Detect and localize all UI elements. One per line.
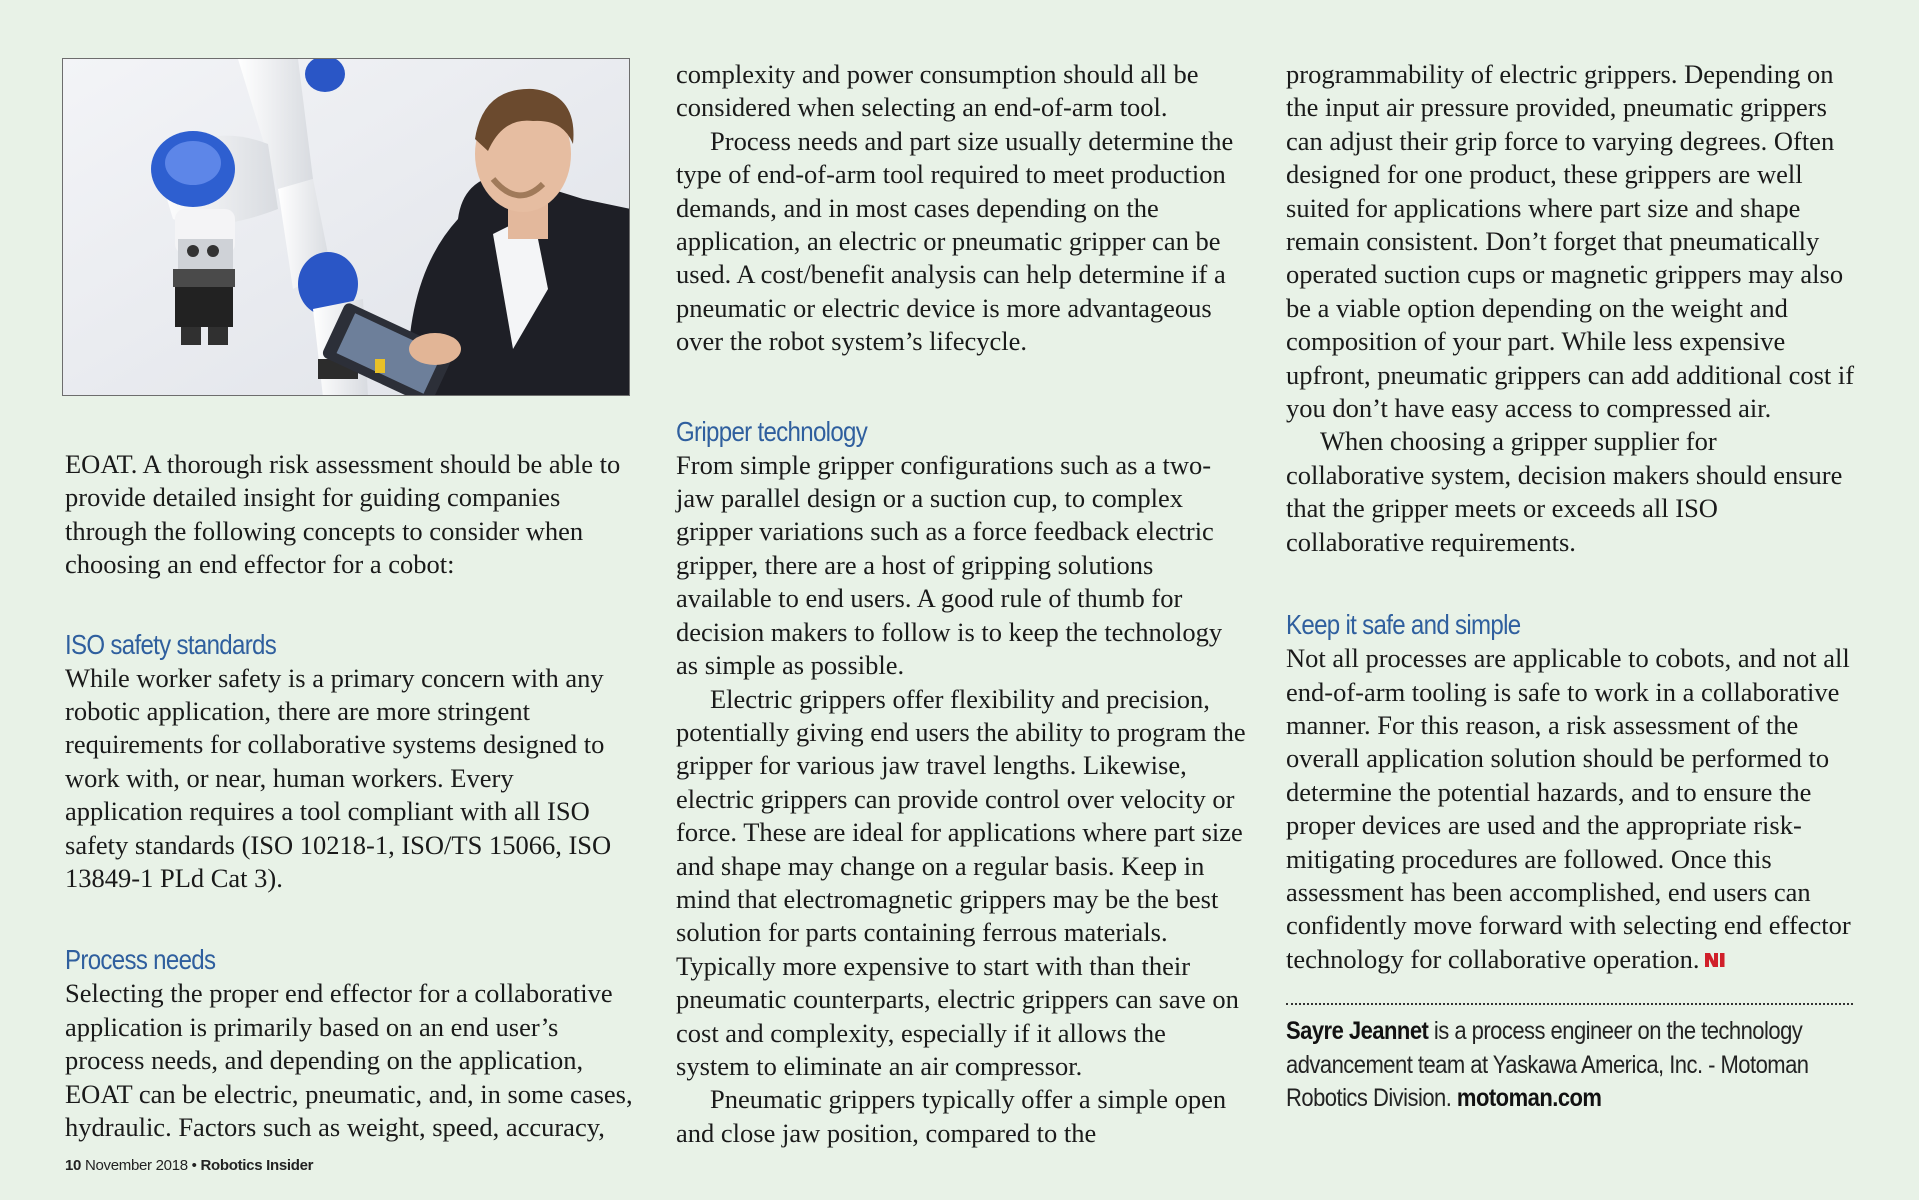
author-bio-text: is a process engineer on the technology advancement team at Yaskawa America, Inc. - Motoman Robotics Division.	[1286, 1017, 1809, 1113]
col3-paragraph-3-text: Not all processes are applicable to cobots, and not all end-of-arm tooling is safe to work in a collaborative manner. For this reason, a risk assessment of the overall application solution should be performed to determine the potential hazards, and to ensure the proper devices are used and the appropriate risk-mitigating procedures are followed. Once this assessment has been accomplished, end users can confidently move forward with selecting end effector technology for collaborative operation.	[1286, 643, 1851, 974]
heading-gripper-technology: Gripper technology	[676, 415, 868, 447]
end-mark-icon	[1704, 944, 1726, 977]
process-paragraph: Selecting the proper end effector for a collaborative application is primarily based on an end user’s process needs, and depending on the application, EOAT can be electric, pneumatic, and, in some cases, hydraulic. Factors such as weight, speed, accuracy,	[65, 978, 633, 1143]
col2-paragraph-2: Process needs and part size usually determine the type of end-of-arm tool required to meet production demands, and in most cases depending on the application, an electric or pneumatic gripper can be used. A cost/benefit analysis can help determine if a pneumatic or electric device is more advantageous over the robot system’s lifecycle.	[676, 125, 1234, 357]
heading-iso-safety: ISO safety standards	[65, 628, 277, 660]
iso-paragraph: While worker safety is a primary concern with any robotic application, there are more stringent requirements for collaborative systems designed to work with, or near, human workers. Every application requires a tool compliant with all ISO safety standards (ISO 10218-1, ISO/TS 15066, ISO 13849-1 PLd Cat 3).	[65, 662, 612, 894]
cobot-engineer-illustration	[63, 59, 630, 396]
publication-name: Robotics Insider	[200, 1157, 314, 1174]
col2-paragraph-5: Pneumatic grippers typically offer a simple open and close jaw position, compared to the	[676, 1084, 1227, 1148]
col3-paragraph-3	[1286, 642, 1861, 977]
col3-paragraph-1: programmability of electric grippers. Depending on the input air pressure provided, pneumatic grippers can adjust their grip force to varying degrees. Often designed for one product, these grippers are well suited for applications where part size and shape remain consistent. Don’t forget that pneumatically operated suction cups or magnetic grippers may also be a viable option depending on the weight and composition of your part. While less expensive upfront, pneumatic grippers can add additional cost if you don’t have easy access to compressed air.	[1286, 59, 1855, 424]
author-link[interactable]: motoman.com	[1456, 1084, 1602, 1113]
col2-paragraph-1: complexity and power consumption should all be considered when selecting an end-of-arm tool.	[676, 59, 1199, 123]
column-3	[1286, 58, 1861, 1116]
col2-paragraph-4: Electric grippers offer flexibility and precision, potentially giving end users the ability to program the gripper for various jaw travel lengths. Likewise, electric grippers can provide control over velocity or force. These are ideal for applications where part size and shape may change on a regular basis. Keep in mind that electromagnetic grippers may be the best solution for parts containing ferrous materials. Typically more expensive to start with than their pneumatic counterparts, electric grippers can save on cost and complexity, especially if it allows the system to eliminate an air compressor.	[676, 683, 1246, 1081]
col3-paragraph-2: When choosing a gripper supplier for collaborative system, decision makers should ensure that the gripper meets or exceeds all ISO collaborative requirements.	[1286, 426, 1843, 557]
heading-keep-safe: Keep it safe and simple	[1286, 609, 1521, 641]
col2-paragraph-3: From simple gripper configurations such as a two-jaw parallel design or a suction cup, to complex gripper variations such as a force feedback electric gripper, there are a host of gripping solutions available to end users. A good rule of thumb for decision makers to follow is to keep the technology as simple as possible.	[676, 449, 1223, 681]
author-bio	[1286, 1015, 1858, 1116]
article-photo	[62, 58, 630, 396]
column-1	[65, 58, 635, 1145]
issue-date: November 2018 •	[81, 1157, 201, 1174]
page-number: 10	[65, 1157, 82, 1174]
page-footer	[65, 1157, 313, 1174]
intro-paragraph: EOAT. A thorough risk assessment should be able to provide detailed insight for guiding companies through the following concepts to consider when choosing an end effector for a cobot:	[65, 449, 621, 580]
heading-process-needs: Process needs	[65, 944, 216, 976]
author-name: Sayre Jeannet	[1286, 1017, 1429, 1046]
divider-rule	[1286, 1003, 1853, 1005]
column-2	[676, 58, 1246, 1150]
